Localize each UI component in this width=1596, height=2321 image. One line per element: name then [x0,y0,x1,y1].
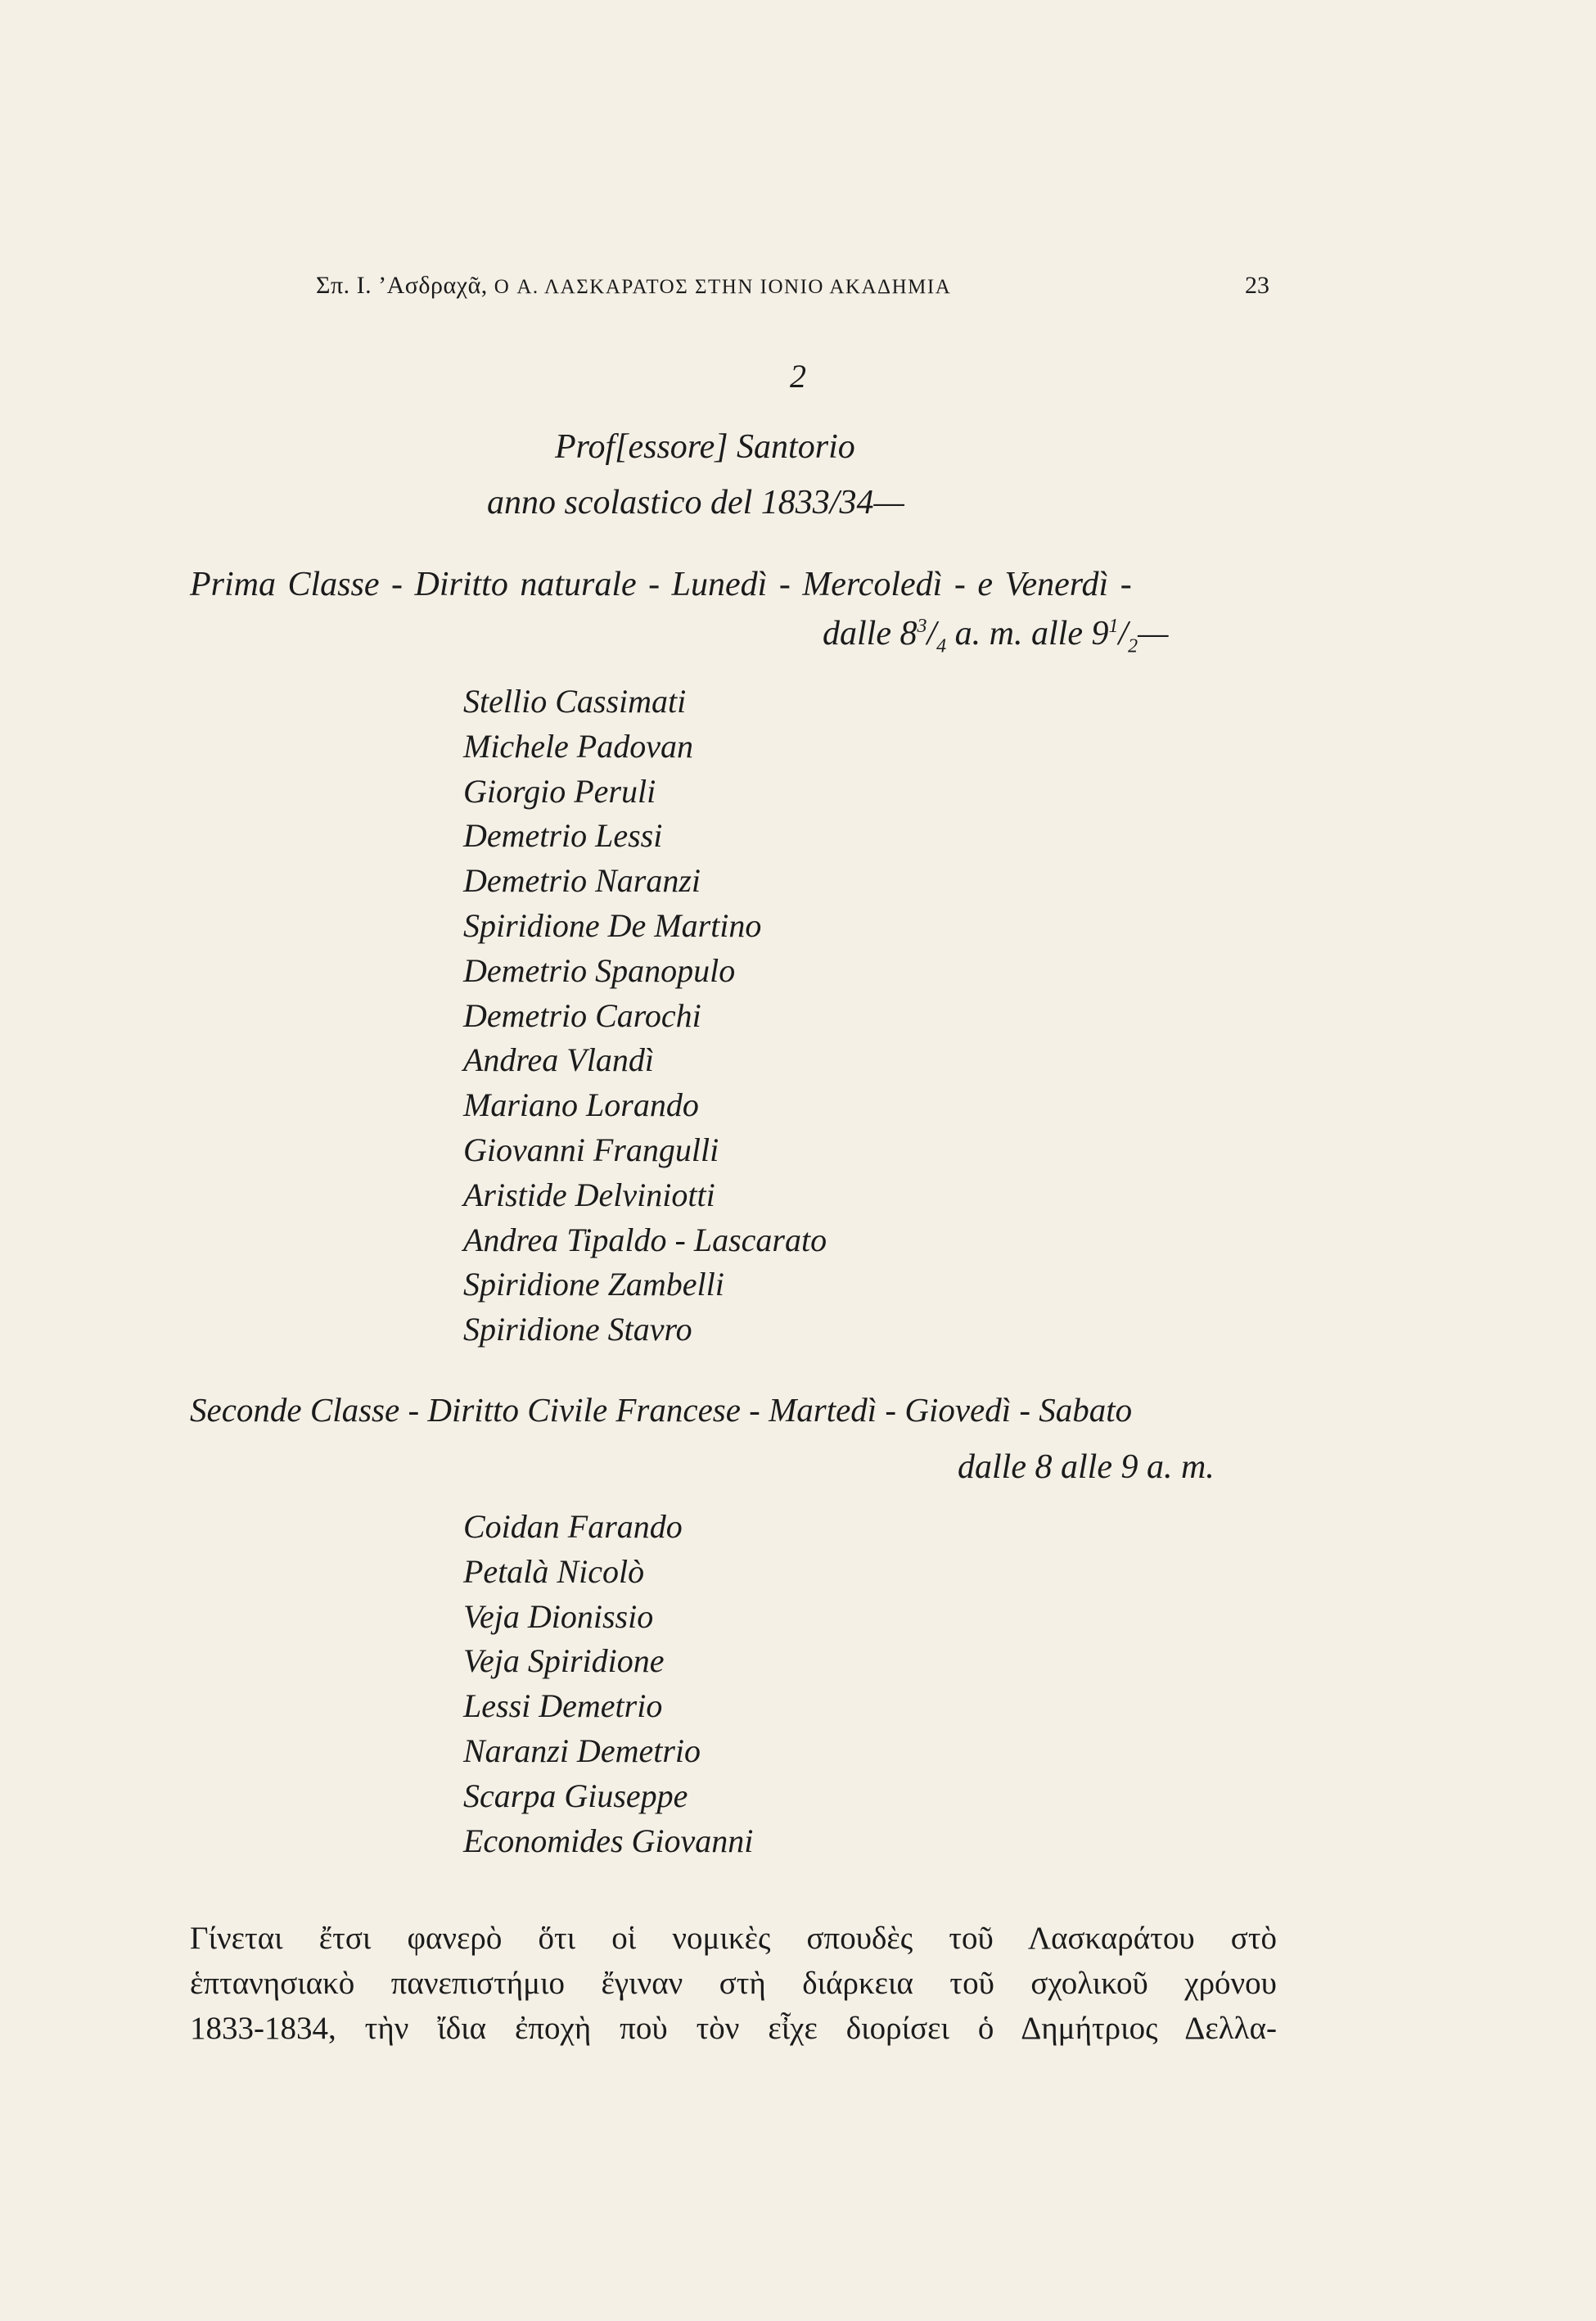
fraction-denominator: 2 [1128,635,1138,657]
student-name: Aristide Delviniotti [463,1176,715,1213]
student-name: Petalà Nicolò [463,1552,645,1590]
header-article-title: Α. ΛΑΣΚΑΡΑΤΟΣ ΣΤΗΝ ΙΟΝΙΟ ΑΚΑΔΗΜΙΑ [516,276,952,298]
schedule-end: — [1138,615,1169,652]
student-name: Andrea Vlandì [463,1041,654,1079]
student-name: Economides Giovanni [463,1822,754,1859]
student-name: Giorgio Peruli [463,772,656,810]
student-list-first [463,680,827,1352]
fraction-numerator: 3 [917,616,927,637]
schedule-mid: a. m. alle 9 [946,615,1109,652]
running-header-title [316,272,951,300]
fraction-numerator: 1 [1108,616,1119,637]
student-name: Veja Dionissio [463,1597,654,1635]
paragraph-line: ἑπτανησιακὸ πανεπιστήμιο ἔγιναν στὴ διάρκεια τοῦ σχολικοῦ χρόνου [190,1966,1277,2001]
student-name: Mariano Lorando [463,1086,699,1124]
student-name: Scarpa Giuseppe [463,1777,688,1814]
schedule-start: dalle 8 [823,615,917,652]
student-name: Spiridione De Martino [463,906,762,944]
student-name: Michele Padovan [463,727,693,765]
student-list-second [463,1505,753,1863]
document-title: Prof[essore] Santorio [555,428,855,466]
student-name: Demetrio Naranzi [463,862,701,900]
header-article-o: Ο [494,276,511,298]
paragraph-line: Γίνεται ἔτσι φανερὸ ὅτι οἱ νομικὲς σπουδὲς τοῦ Λασκαράτου στὸ [190,1921,1277,1956]
header-author: Σπ. Ι. ’Ασδραχᾶ, [316,272,488,299]
course-line-second: Seconde Classe - Diritto Civile Francese - Martedì - Giovedì - Sabato [190,1391,1133,1429]
student-name: Spiridione Zambelli [463,1266,724,1303]
course-schedule-second: dalle 8 alle 9 a. m. [958,1448,1215,1486]
student-name: Demetrio Lessi [463,817,663,855]
student-name: Lessi Demetrio [463,1687,663,1725]
student-name: Demetrio Carochi [463,996,701,1034]
student-name: Giovanni Frangulli [463,1131,719,1168]
student-name: Andrea Tipaldo - Lascarato [463,1221,827,1258]
course-line-first: Prima Classe - Diritto naturale - Lunedì - Mercoledì - e Venerdì - [190,566,1132,603]
student-name: Naranzi Demetrio [463,1732,701,1769]
page-number: 23 [1245,272,1269,299]
document-number: 2 [790,358,806,395]
document-subtitle: anno scolastico del 1833/34— [487,484,904,522]
fraction-denominator: 4 [936,635,947,657]
student-name: Veja Spiridione [463,1642,665,1680]
student-name: Coidan Farando [463,1508,683,1545]
paragraph-line: 1833-1834, τὴν ἴδια ἐποχὴ ποὺ τὸν εἶχε διορίσει ὁ Δημήτριος Δελλα- [190,2011,1277,2046]
student-name: Demetrio Spanopulo [463,951,736,989]
running-header [316,272,1269,308]
student-name: Stellio Cassimati [463,683,687,720]
course-schedule-first: dalle $8^3/_4$ a. m. alle $9^1/_2—$ [823,615,1169,657]
body-paragraph [190,1916,1277,2051]
student-name: Spiridione Stavro [463,1311,692,1348]
